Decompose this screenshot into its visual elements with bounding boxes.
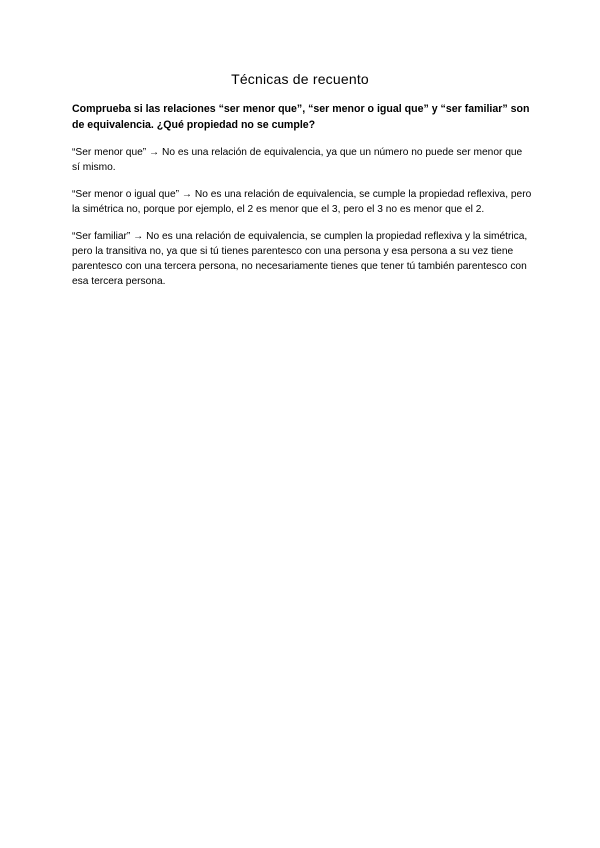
- answer-ser-menor-que: “Ser menor que” → No es una relación de equivalencia, ya que un número no puede ser menor que sí mismo.: [72, 147, 523, 173]
- question-text: Comprueba si las relaciones “ser menor que”, “ser menor o igual que” y “ser familiar” son de equivalencia. ¿Qué propiedad no se cumple?: [72, 103, 530, 131]
- answer-ser-menor-o-igual-que: “Ser menor o igual que” → No es una relación de equivalencia, se cumple la propiedad reflexiva, pero la simétrica no, porque por ejemplo, el 2 es menor que el 3, pero el 3 no es menor que el 2.: [72, 189, 532, 215]
- document-body: [72, 101, 532, 301]
- answer-ser-familiar: “Ser familiar” → No es una relación de equivalencia, se cumplen la propiedad reflexiva y la simétrica, pero la transitiva no, ya que si tú tienes parentesco con una persona y esa persona a su vez tiene parentesco con una tercera persona, no necesariamente tienes que tener tú también parentesco con esa tercera persona.: [72, 231, 528, 287]
- page-title: Técnicas de recuento: [231, 71, 369, 87]
